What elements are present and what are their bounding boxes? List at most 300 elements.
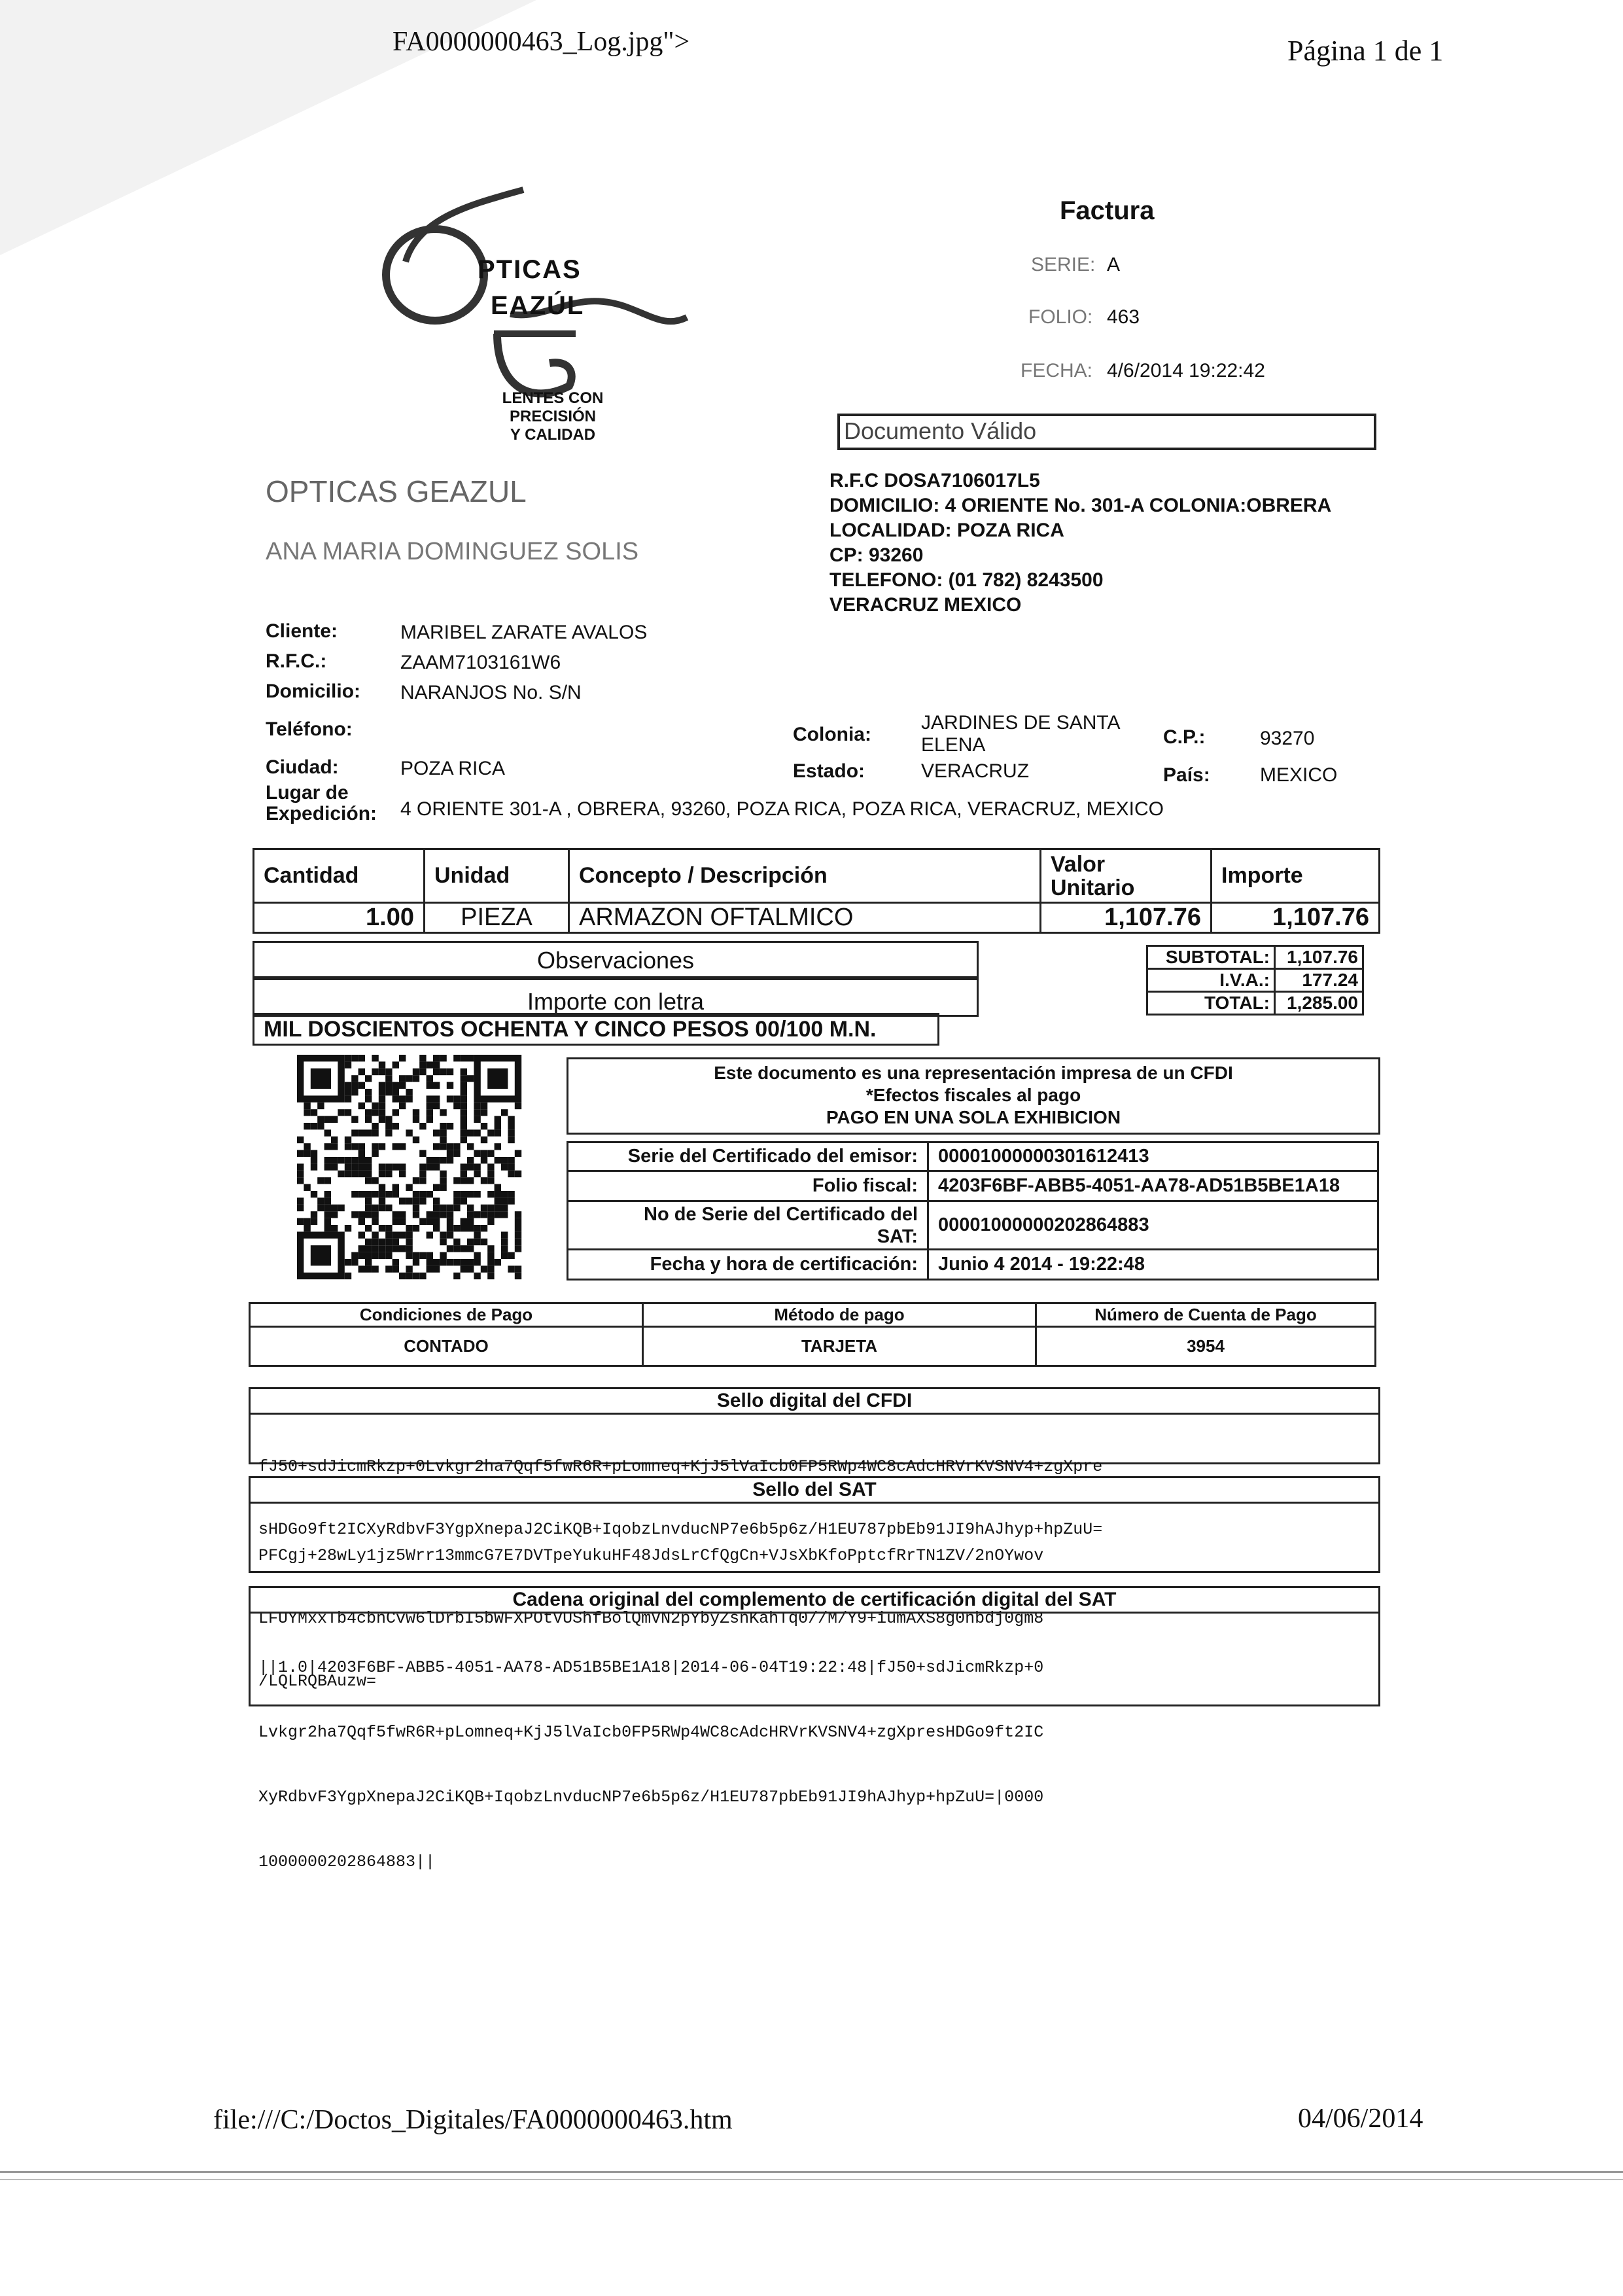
print-title-fragment: FA0000000463_Log.jpg"> — [393, 27, 690, 57]
qr-module — [399, 1197, 406, 1204]
qr-module — [379, 1109, 385, 1116]
qr-module — [351, 1191, 358, 1197]
qr-module — [385, 1245, 392, 1252]
qr-module — [453, 1143, 460, 1150]
qr-module — [440, 1252, 446, 1259]
qr-module — [487, 1171, 494, 1177]
qr-module — [413, 1191, 419, 1197]
qr-module — [365, 1191, 372, 1197]
page-number: Página 1 de 1 — [1287, 35, 1444, 67]
qr-module — [433, 1225, 440, 1231]
qr-module — [419, 1171, 426, 1177]
qr-module — [413, 1211, 419, 1218]
qr-module — [508, 1191, 514, 1197]
qr-module — [317, 1103, 324, 1109]
qr-module — [365, 1197, 372, 1204]
folio-fiscal-value: 4203F6BF-ABB5-4051-AA78-AD51B5BE1A18 — [928, 1171, 1378, 1201]
qr-module — [297, 1163, 304, 1170]
serie-sat-value: 00001000000202864883 — [928, 1201, 1378, 1250]
qr-module — [487, 1252, 494, 1259]
qr-module — [467, 1245, 474, 1252]
qr-module — [379, 1103, 385, 1109]
qr-module — [427, 1259, 433, 1265]
qr-module — [372, 1129, 378, 1136]
qr-module — [372, 1143, 378, 1150]
colonia-label: Colonia: — [793, 724, 871, 745]
qr-module — [365, 1245, 372, 1252]
qr-module — [345, 1273, 351, 1279]
qr-module — [379, 1095, 385, 1102]
qr-module — [413, 1069, 419, 1075]
qr-module — [406, 1225, 412, 1231]
payment-value-row — [250, 1327, 1376, 1366]
cfdi-notice-line: *Efectos fiscales al pago — [865, 1085, 1081, 1105]
iva-value: 177.24 — [1275, 969, 1363, 992]
qr-module — [419, 1163, 426, 1170]
qr-module — [427, 1116, 433, 1123]
qr-module — [427, 1252, 433, 1259]
qr-module — [372, 1191, 378, 1197]
cfdi-notice-line: PAGO EN UNA SOLA EXHIBICION — [826, 1107, 1121, 1127]
qr-module — [427, 1191, 433, 1197]
qr-module — [433, 1069, 440, 1075]
total-value: 1,285.00 — [1275, 992, 1363, 1015]
totals-row — [1147, 946, 1363, 969]
qr-module — [365, 1089, 372, 1095]
qr-module — [440, 1123, 446, 1129]
qr-module — [453, 1259, 460, 1265]
issuer-rfc: R.F.C DOSA7106017L5 — [829, 470, 1040, 491]
qr-module — [461, 1082, 467, 1089]
qr-module — [351, 1129, 358, 1136]
qr-module — [481, 1265, 487, 1272]
qr-module — [413, 1197, 419, 1204]
qr-module — [393, 1191, 399, 1197]
qr-module — [331, 1157, 338, 1163]
cell-cantidad: 1.00 — [254, 903, 425, 933]
qr-module — [297, 1218, 304, 1225]
status-badge — [837, 414, 1376, 450]
qr-module — [358, 1129, 365, 1136]
qr-module — [345, 1061, 351, 1068]
qr-module — [501, 1197, 508, 1204]
fecha-value: 4/6/2014 19:22:42 — [1107, 360, 1265, 381]
qr-module — [406, 1273, 412, 1279]
qr-module — [515, 1211, 521, 1218]
qr-module — [481, 1150, 487, 1157]
qr-module — [481, 1177, 487, 1184]
importe-letra-title-box — [253, 976, 979, 1017]
total-label: TOTAL: — [1147, 992, 1275, 1015]
qr-module — [495, 1205, 501, 1211]
qr-module — [379, 1252, 385, 1259]
qr-module — [358, 1163, 365, 1170]
qr-module — [406, 1129, 412, 1136]
qr-module — [413, 1075, 419, 1082]
qr-module — [351, 1089, 358, 1095]
table-row — [254, 903, 1380, 933]
qr-module — [419, 1123, 426, 1129]
qr-module — [345, 1171, 351, 1177]
qr-module — [311, 1218, 317, 1225]
qr-module — [440, 1137, 446, 1143]
qr-module — [372, 1211, 378, 1218]
qr-module — [385, 1239, 392, 1245]
qr-module — [379, 1069, 385, 1075]
qr-module — [304, 1143, 310, 1150]
qr-module — [495, 1211, 501, 1218]
qr-module — [331, 1163, 338, 1170]
qr-module — [358, 1191, 365, 1197]
qr-module — [495, 1143, 501, 1150]
pais-value: MEXICO — [1260, 764, 1338, 786]
serie-value: A — [1107, 254, 1121, 275]
qr-module — [481, 1205, 487, 1211]
qr-module — [358, 1211, 365, 1218]
qr-module — [311, 1211, 317, 1218]
qr-module — [427, 1231, 433, 1238]
qr-module — [467, 1055, 474, 1061]
qr-module — [474, 1150, 480, 1157]
qr-module — [393, 1089, 399, 1095]
qr-module — [508, 1137, 514, 1143]
importe-letra-box — [253, 1013, 939, 1046]
importe-letra: MIL DOSCIENTOS OCHENTA Y CINCO PESOS 00/100 M.N. — [264, 1017, 877, 1042]
qr-module — [379, 1171, 385, 1177]
qr-module — [345, 1143, 351, 1150]
qr-module — [365, 1211, 372, 1218]
qr-module — [311, 1150, 317, 1157]
sello-sat-line: PFCgj+28wLy1jz5Wrr13mmcG7E7DVTpeYukuHF48JdsLrCfQgCn+VJsXbKfoPptcfRrTN1ZV/2nOYwov — [258, 1546, 1044, 1565]
qr-module — [345, 1163, 351, 1170]
qr-module — [393, 1123, 399, 1129]
qr-module — [372, 1109, 378, 1116]
qr-module — [358, 1150, 365, 1157]
qr-module — [324, 1129, 331, 1136]
cert-row — [568, 1142, 1378, 1171]
slogan-line: Y CALIDAD — [510, 426, 596, 444]
issuer-details — [829, 468, 1331, 618]
qr-module — [440, 1239, 446, 1245]
qr-module — [351, 1157, 358, 1163]
slogan-line: LENTES CON — [502, 389, 604, 407]
totals-table — [1146, 945, 1364, 1016]
qr-module — [358, 1069, 365, 1075]
qr-module — [427, 1163, 433, 1170]
payment-header-row — [250, 1303, 1376, 1327]
sello-sat-title: Sello del SAT — [251, 1478, 1378, 1504]
qr-module — [331, 1225, 338, 1231]
qr-module — [433, 1259, 440, 1265]
issuer-name: OPTICAS GEAZUL — [266, 474, 527, 508]
qr-module — [495, 1191, 501, 1197]
qr-module — [427, 1095, 433, 1102]
qr-module — [419, 1273, 426, 1279]
fecha-cert-value: Junio 4 2014 - 19:22:48 — [928, 1250, 1378, 1280]
qr-module — [433, 1205, 440, 1211]
qr-module — [413, 1225, 419, 1231]
qr-module — [379, 1082, 385, 1089]
qr-module — [453, 1055, 460, 1061]
qr-module — [311, 1157, 317, 1163]
qr-module — [358, 1082, 365, 1089]
qr-module — [501, 1157, 508, 1163]
qr-module — [419, 1252, 426, 1259]
qr-module — [419, 1055, 426, 1061]
qr-module — [406, 1184, 412, 1191]
qr-module — [474, 1259, 480, 1265]
qr-module — [379, 1184, 385, 1191]
qr-module — [508, 1123, 514, 1129]
qr-module — [467, 1225, 474, 1231]
qr-module — [393, 1143, 399, 1150]
cadena-line: 1000000202864883|| — [258, 1852, 436, 1871]
qr-module — [427, 1211, 433, 1218]
qr-module — [481, 1123, 487, 1129]
qr-module — [453, 1225, 460, 1231]
qr-finder — [311, 1069, 331, 1089]
cfdi-notice-line: Este documento es una representación impresa de un CFDI — [714, 1063, 1233, 1083]
qr-module — [515, 1225, 521, 1231]
qr-module — [365, 1239, 372, 1245]
qr-module — [379, 1205, 385, 1211]
cell-importe: 1,107.76 — [1212, 903, 1380, 933]
items-table — [253, 848, 1380, 934]
qr-module — [467, 1143, 474, 1150]
qr-module — [440, 1109, 446, 1116]
qr-module — [474, 1163, 480, 1170]
qr-module — [317, 1205, 324, 1211]
qr-module — [501, 1245, 508, 1252]
qr-module — [447, 1123, 453, 1129]
qr-module — [399, 1171, 406, 1177]
qr-module — [399, 1103, 406, 1109]
cert-row — [568, 1171, 1378, 1201]
qr-module — [324, 1191, 331, 1197]
qr-module — [358, 1157, 365, 1163]
qr-module — [393, 1163, 399, 1170]
qr-module — [461, 1109, 467, 1116]
qr-module — [487, 1211, 494, 1218]
invoice-title: Factura — [1060, 196, 1155, 225]
qr-module — [393, 1082, 399, 1089]
qr-module — [508, 1157, 514, 1163]
qr-module — [440, 1259, 446, 1265]
qr-module — [461, 1123, 467, 1129]
qr-module — [385, 1089, 392, 1095]
qr-module — [372, 1177, 378, 1184]
qr-module — [351, 1171, 358, 1177]
qr-module — [393, 1231, 399, 1238]
cadena-text — [251, 1614, 1378, 1916]
qr-module — [427, 1157, 433, 1163]
qr-module — [297, 1150, 304, 1157]
company-logo — [379, 177, 693, 458]
subtotal-label: SUBTOTAL: — [1147, 946, 1275, 969]
qr-module — [317, 1197, 324, 1204]
qr-module — [413, 1259, 419, 1265]
qr-module — [467, 1265, 474, 1272]
qr-module — [515, 1239, 521, 1245]
qr-module — [481, 1225, 487, 1231]
cadena-title: Cadena original del complemento de certificación digital del SAT — [251, 1588, 1378, 1614]
sello-sat-line: LFUYMxxTb4cbnCvw6lDrbI5bWFXPOtVUShfBolQmVN2pYbyZsnKahTq0//M/Y9+iumAXS8g0nbdj0gm8 — [258, 1609, 1044, 1628]
qr-module — [358, 1231, 365, 1238]
qr-module — [474, 1211, 480, 1218]
qr-module — [385, 1171, 392, 1177]
qr-module — [393, 1211, 399, 1218]
qr-module — [467, 1157, 474, 1163]
issuer-estado-pais: VERACRUZ MEXICO — [829, 594, 1022, 616]
qr-module — [358, 1265, 365, 1272]
qr-module — [324, 1143, 331, 1150]
qr-module — [351, 1163, 358, 1170]
qr-module — [440, 1177, 446, 1184]
cadena-line: XyRdbvF3YgpXnepaJ2CiKQB+IqobzLnvducNP7e6b5p6z/H1EU787pbEb91JI9hAJhyp+hpZuU=|0000 — [258, 1788, 1044, 1807]
qr-module — [365, 1157, 372, 1163]
qr-module — [365, 1259, 372, 1265]
qr-module — [481, 1157, 487, 1163]
logo-line2: EAZÚL — [491, 291, 585, 320]
items-header-row — [254, 849, 1380, 903]
qr-module — [372, 1265, 378, 1272]
qr-module — [508, 1252, 514, 1259]
qr-module — [385, 1252, 392, 1259]
qr-module — [406, 1239, 412, 1245]
qr-module — [419, 1150, 426, 1157]
qr-module — [447, 1259, 453, 1265]
cp-label: C.P.: — [1163, 726, 1206, 748]
qr-module — [399, 1218, 406, 1225]
qr-module — [433, 1082, 440, 1089]
qr-module — [317, 1123, 324, 1129]
qr-module — [338, 1157, 344, 1163]
qr-module — [385, 1082, 392, 1089]
qr-module — [453, 1197, 460, 1204]
slogan-line: PRECISIÓN — [509, 408, 597, 425]
serie-emisor-label: Serie del Certificado del emisor: — [568, 1142, 928, 1171]
qr-module — [399, 1245, 406, 1252]
domicilio-label: Domicilio: — [266, 680, 361, 702]
qr-module — [461, 1103, 467, 1109]
qr-module — [419, 1177, 426, 1184]
qr-module — [508, 1129, 514, 1136]
subtotal-value: 1,107.76 — [1275, 946, 1363, 969]
qr-module — [427, 1218, 433, 1225]
qr-module — [467, 1239, 474, 1245]
qr-module — [508, 1163, 514, 1170]
observaciones-title: Observaciones — [536, 947, 695, 974]
qr-module — [495, 1123, 501, 1129]
qr-module — [297, 1177, 304, 1184]
qr-module — [351, 1252, 358, 1259]
qr-module — [399, 1055, 406, 1061]
qr-module — [385, 1129, 392, 1136]
qr-module — [461, 1075, 467, 1082]
qr-module — [358, 1143, 365, 1150]
serie-label: SERIE: — [1031, 254, 1096, 275]
metodo-label: Método de pago — [643, 1303, 1036, 1327]
col-valor-line: Valor — [1051, 851, 1106, 877]
qr-module — [515, 1273, 521, 1279]
qr-module — [453, 1205, 460, 1211]
qr-module — [372, 1205, 378, 1211]
colonia-line: ELENA — [921, 734, 986, 756]
qr-module — [372, 1103, 378, 1109]
qr-module — [365, 1225, 372, 1231]
ciudad-label: Ciudad: — [266, 756, 339, 778]
qr-module — [399, 1211, 406, 1218]
serie-sat-label-line: SAT: — [877, 1226, 918, 1247]
sello-cfdi-title: Sello digital del CFDI — [251, 1389, 1378, 1415]
qr-module — [351, 1211, 358, 1218]
qr-module — [419, 1218, 426, 1225]
qr-module — [447, 1157, 453, 1163]
qr-module — [427, 1103, 433, 1109]
serie-sat-label-line: No de Serie del Certificado del — [644, 1203, 918, 1225]
qr-finder — [311, 1245, 331, 1265]
colonia-value — [921, 712, 1121, 756]
folio-value: 463 — [1107, 306, 1140, 328]
qr-module — [440, 1205, 446, 1211]
qr-module — [304, 1225, 310, 1231]
qr-module — [461, 1265, 467, 1272]
qr-module — [365, 1109, 372, 1116]
qr-module — [324, 1163, 331, 1170]
qr-module — [413, 1252, 419, 1259]
qr-module — [487, 1205, 494, 1211]
qr-module — [515, 1150, 521, 1157]
qr-module — [379, 1163, 385, 1170]
qr-module — [385, 1225, 392, 1231]
qr-module — [461, 1095, 467, 1102]
qr-module — [331, 1116, 338, 1123]
cell-concepto: ARMAZON OFTALMICO — [569, 903, 1041, 933]
qr-module — [481, 1211, 487, 1218]
qr-module — [467, 1075, 474, 1082]
qr-module — [358, 1245, 365, 1252]
qr-module — [487, 1177, 494, 1184]
qr-module — [453, 1273, 460, 1279]
qr-module — [406, 1245, 412, 1252]
sello-cfdi-line: sHDGo9ft2ICXyRdbvF3YgpXnepaJ2CiKQB+IqobzLnvducNP7e6b5p6z/H1EU787pbEb91JI9hAJhyp+hpZuU= — [258, 1520, 1103, 1539]
qr-module — [345, 1109, 351, 1116]
qr-module — [487, 1150, 494, 1157]
qr-module — [433, 1055, 440, 1061]
payment-table — [249, 1302, 1376, 1367]
cuenta-value: 3954 — [1036, 1327, 1376, 1366]
qr-module — [372, 1239, 378, 1245]
qr-module — [515, 1231, 521, 1238]
scan-edge — [0, 2179, 1623, 2180]
qr-module — [495, 1197, 501, 1204]
qr-module — [379, 1143, 385, 1150]
qr-module — [324, 1211, 331, 1218]
qr-module — [385, 1205, 392, 1211]
qr-module — [311, 1191, 317, 1197]
qr-module — [345, 1259, 351, 1265]
qr-module — [351, 1259, 358, 1265]
qr-module — [365, 1095, 372, 1102]
qr-module — [467, 1205, 474, 1211]
qr-module — [358, 1171, 365, 1177]
qr-module — [433, 1211, 440, 1218]
sello-cfdi-line: fJ50+sdJicmRkzp+0Lvkgr2ha7Qqf5fwR6R+pLomneq+KjJ5lVaIcb0FP5RWp4WC8cAdcHRVrKVSNV4+zgXpre — [258, 1457, 1103, 1476]
qr-module — [297, 1171, 304, 1177]
qr-module — [406, 1075, 412, 1082]
qr-module — [372, 1218, 378, 1225]
qr-module — [399, 1143, 406, 1150]
